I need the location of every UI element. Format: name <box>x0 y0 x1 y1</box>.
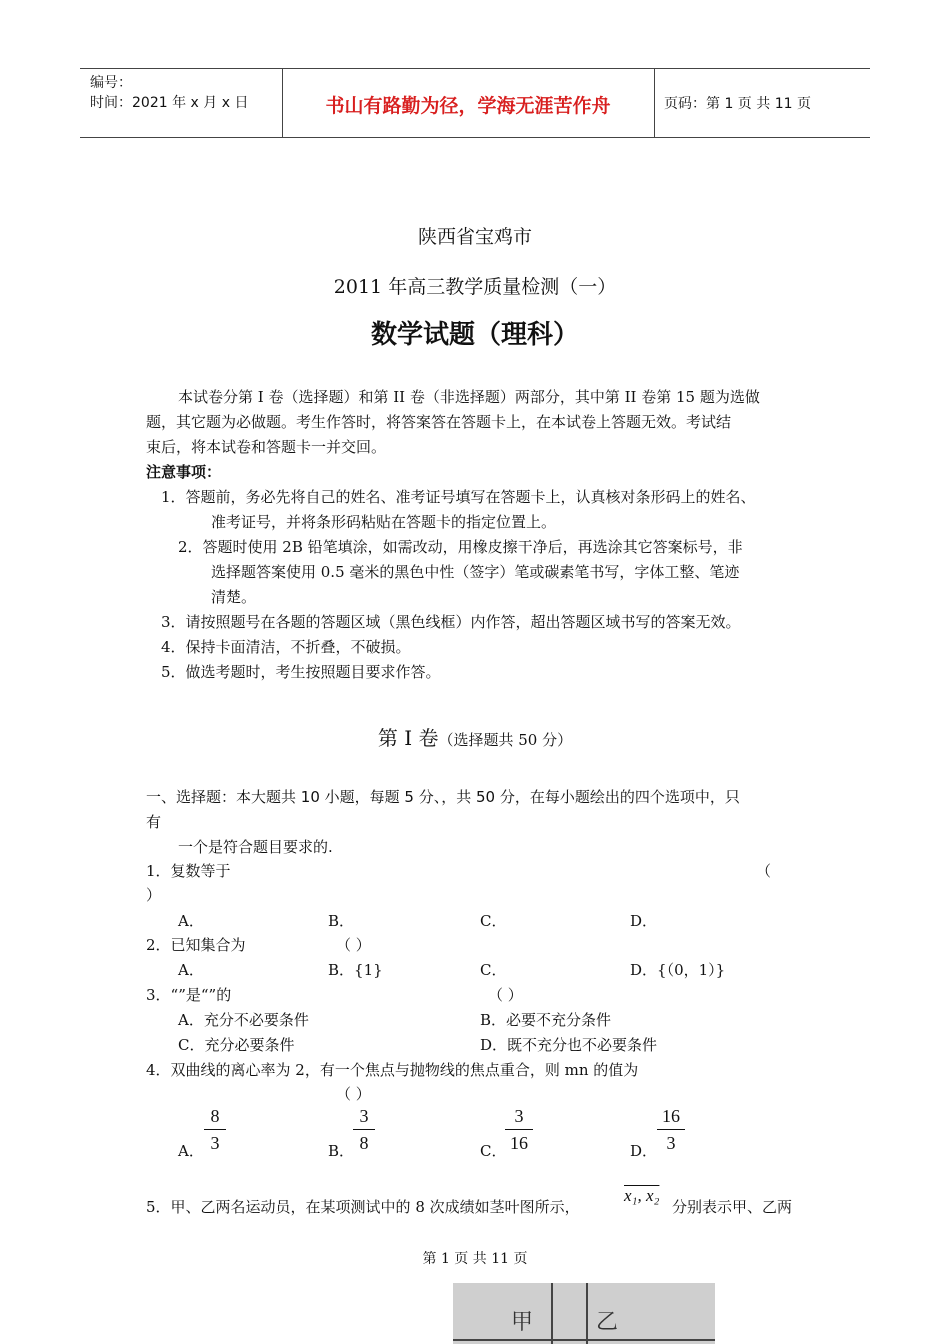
option-c: C．充分必要条件 <box>178 1036 295 1054</box>
option-b: B． <box>328 912 355 930</box>
denominator: 16 <box>510 1133 528 1153</box>
option-a: A． <box>178 1142 204 1160</box>
option-a: A． <box>178 961 204 979</box>
section-subtitle: （选择题共 50 分） <box>438 731 573 749</box>
option-d: D．既不充分也不必要条件 <box>480 1036 658 1054</box>
header-meta <box>90 73 248 113</box>
part-heading: 一、选择题：本大题共 10 小题，每题 5 分、，共 50 分，在每小题绘出的四个选项中，只 <box>146 788 740 806</box>
option-b: B．必要不充分条件 <box>480 1011 612 1029</box>
motto: 书山有路勤为径，学海无涯苦作舟 <box>325 95 611 117</box>
part-heading: 有 <box>146 813 162 831</box>
page-header <box>80 68 870 138</box>
question-stem: 1．复数等于 <box>146 862 231 880</box>
denominator: 8 <box>359 1133 369 1153</box>
fraction-a <box>204 1105 226 1154</box>
note-item: 1．答题前，务必先将自己的姓名、准考证号填写在答题卡上，认真核对条形码上的姓名、 <box>161 488 756 506</box>
question-stem: 5．甲、乙两名运动员，在某项测试中的 8 次成绩如茎叶图所示， <box>146 1198 580 1216</box>
page-code: 页码：第 1 页 共 11 页 <box>664 96 811 112</box>
section-title <box>0 722 950 751</box>
answer-paren: （ <box>756 862 772 880</box>
denominator: 3 <box>666 1133 676 1153</box>
answer-paren: ） <box>146 886 162 904</box>
page-title: 数学试题（理科） <box>370 320 579 350</box>
option-c: C． <box>480 1142 507 1160</box>
option-c: C． <box>480 961 507 979</box>
option-b: B． <box>328 1142 355 1160</box>
option-d: D． <box>630 1142 658 1160</box>
answer-paren: （ ） <box>336 936 371 954</box>
page-footer: 第 1 页 共 11 页 <box>422 1251 528 1267</box>
intro-line: 束后，将本试卷和答题卡一并交回。 <box>146 438 387 456</box>
numerator: 3 <box>514 1106 524 1126</box>
option-c: C． <box>480 912 507 930</box>
numerator: 3 <box>359 1106 369 1126</box>
title-exam: 2011 年高三教学质量检测（一） <box>333 276 617 298</box>
figure-divider <box>586 1283 588 1344</box>
figure-divider <box>551 1283 553 1344</box>
question-stem: 4．双曲线的离心率为 2，有一个焦点与抛物线的焦点重合，则 mn 的值为 <box>146 1061 639 1079</box>
option-d: D． <box>630 912 658 930</box>
option-a: A．充分不必要条件 <box>178 1011 309 1029</box>
question-stem: 2．已知集合为 <box>146 936 246 954</box>
serial-label: 编号： <box>90 75 132 91</box>
note-item: 清楚。 <box>211 588 257 606</box>
note-item: 5．做选考题时，考生按照题目要求作答。 <box>161 663 441 681</box>
label-jia: 甲 <box>511 1310 534 1335</box>
title-region: 陕西省宝鸡市 <box>417 226 532 248</box>
part-heading: 一个是符合题目要求的. <box>178 838 333 856</box>
label-yi: 乙 <box>596 1310 619 1335</box>
note-item: 选择题答案使用 0.5 毫米的黑色中性（签字）笔或碳素笔书写，字体工整、笔迹 <box>211 563 740 581</box>
numerator: 16 <box>662 1106 680 1126</box>
question-stem: 3．“”是“”的 <box>146 986 232 1004</box>
note-item: 2．答题时使用 2B 铅笔填涂，如需改动，用橡皮擦干净后，再选涂其它答案标号，非 <box>178 538 743 556</box>
numerator: 8 <box>210 1106 220 1126</box>
denominator: 3 <box>210 1133 220 1153</box>
header-divider <box>654 69 655 137</box>
time-label: 时间：2021 年 x 月 x 日 <box>90 95 249 111</box>
fraction-d <box>657 1105 685 1154</box>
fraction-b <box>353 1105 375 1154</box>
intro-line: 题，其它题为必做题。考生作答时，将答案答在答题卡上，在本试卷上答题无效。考试结 <box>146 413 732 431</box>
option-b: B．{1} <box>328 961 383 979</box>
stem-leaf-figure <box>453 1283 715 1344</box>
mean-variables: x₁, x₂ <box>624 1186 660 1205</box>
answer-paren: （ ） <box>336 1085 371 1103</box>
figure-divider <box>453 1339 715 1341</box>
option-a: A． <box>178 912 204 930</box>
option-d: D．{（0，1）} <box>630 961 726 979</box>
answer-paren: （ ） <box>488 986 523 1004</box>
question-stem-tail: 分别表示甲、乙两 <box>672 1198 793 1216</box>
note-item: 3．请按照题号在各题的答题区域（黑色线框）内作答，超出答题区域书写的答案无效。 <box>161 613 741 631</box>
note-item: 准考证号，并将条形码粘贴在答题卡的指定位置上。 <box>211 513 557 531</box>
notes-heading: 注意事项： <box>146 463 222 481</box>
intro-line: 本试卷分第 I 卷（选择题）和第 II 卷（非选择题）两部分，其中第 II 卷第 15 题为选做 <box>178 388 760 406</box>
section-name: 第 I 卷 <box>377 726 439 750</box>
fraction-c <box>505 1105 533 1154</box>
note-item: 4．保持卡面清洁，不折叠，不破损。 <box>161 638 411 656</box>
